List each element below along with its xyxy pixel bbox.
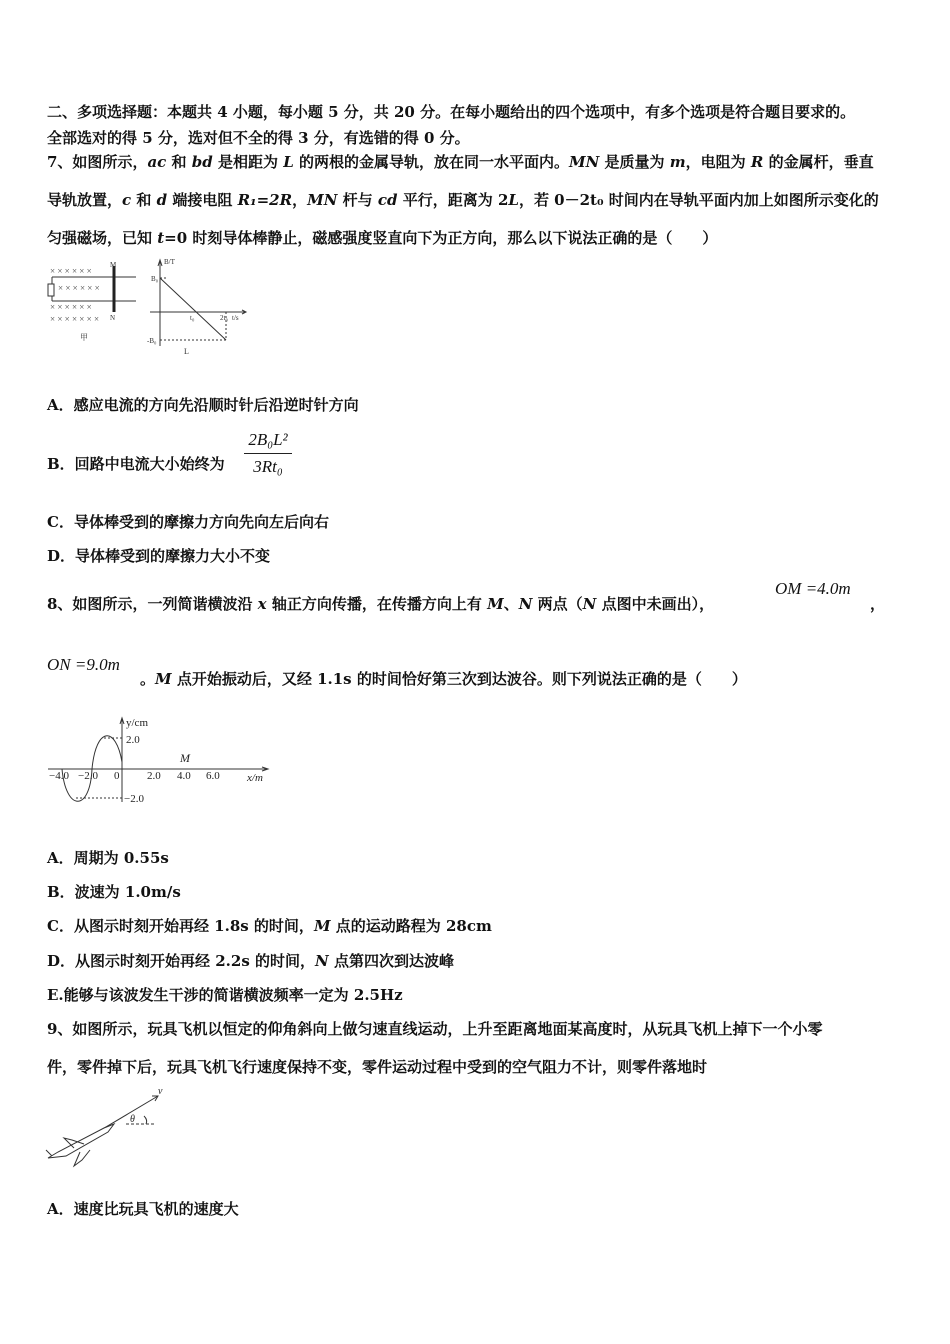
q7-option-b-numerator: 2B₀L² <box>248 430 288 449</box>
svg-text:× × × × × ×: × × × × × × <box>50 266 92 276</box>
q8-on-expression: ON =9.0m <box>47 655 120 674</box>
q8-option-d: D．从图示时刻开始再经 2.2s 的时间，N 点第四次到达波峰 <box>47 952 454 970</box>
q8-fig-p4: 4.0 <box>177 770 191 782</box>
q7-fig-label-N: N <box>110 314 116 322</box>
section-heading-line2: 全部选对的得 5 分，选对但不全的得 3 分，有选错的得 0 分。 <box>47 129 470 147</box>
q9-option-a: A．速度比玩具飞机的速度大 <box>47 1200 239 1218</box>
q8-fig-ylab: y/cm <box>126 717 148 729</box>
q8-fig-xlab: x/m <box>247 772 263 784</box>
q8-option-b: B．波速为 1.0m/s <box>47 883 181 901</box>
svg-text:× × × × × ×: × × × × × × <box>58 283 100 293</box>
q7-option-c: C．导体棒受到的摩擦力方向先向左后向右 <box>47 513 329 531</box>
q8-option-a: A．周期为 0.55s <box>47 849 169 867</box>
q8-fig-o: 0 <box>114 770 120 782</box>
q9-fig-v: v <box>158 1086 163 1097</box>
q8-fig-m4: −4.0 <box>49 770 69 782</box>
q7-stem-line1: 7、如图所示，ac 和 bd 是相距为 L 的两根的金属导轨，放在同一水平面内。MN 是质量为 m，电阻为 R 的金属杆，垂直 <box>47 153 874 171</box>
q9-fig-theta: θ <box>130 1114 135 1125</box>
q9-stem-line1: 9、如图所示，玩具飞机以恒定的仰角斜向上做匀速直线运动，上升至距离地面某高度时，从玩具飞机上掉下一个小零 <box>47 1020 823 1038</box>
svg-text:× × × × × ×: × × × × × × <box>50 302 92 312</box>
q8-om-comma: ， <box>870 595 886 613</box>
q8-fig-m2: −2.0 <box>78 770 98 782</box>
q8-fig-p2: 2.0 <box>147 770 161 782</box>
q7-bt-axis-y: B/T <box>164 258 175 266</box>
section-heading-line1: 二、多项选择题：本题共 4 小题，每小题 5 分，共 20 分。在每小题给出的四个选项中，有多个选项是符合题目要求的。 <box>47 103 856 121</box>
q7-bt-L: L <box>184 347 189 356</box>
q8-fig-p6: 6.0 <box>206 770 220 782</box>
q8-stem-line1: 8、如图所示，一列简谐横波沿 x 轴正方向传播，在传播方向上有 M、N 两点（N 点图中未画出）， <box>47 595 715 613</box>
q7-option-a: A．感应电流的方向先沿顺时针后沿逆时针方向 <box>47 396 359 414</box>
q7-figure-rails <box>44 260 140 344</box>
q8-fig-yn: −2.0 <box>124 793 144 805</box>
q8-om-expression: OM =4.0m <box>775 579 851 598</box>
q7-fig-label-jia: 甲 <box>80 333 88 342</box>
q8-option-c: C．从图示时刻开始再经 1.8s 的时间，M 点的运动路程为 28cm <box>47 917 492 935</box>
q8-option-e: E.能够与该波发生干涉的简谐横波频率一定为 2.5Hz <box>47 986 403 1004</box>
q7-figure-bt-graph <box>146 256 250 356</box>
q7-bt-axis-x: t/s <box>232 314 239 322</box>
q7-bt-t0: t₀ <box>190 314 195 322</box>
q7-stem-line2: 导轨放置，c 和 d 端接电阻 R₁=2R，MN 杆与 cd 平行，距离为 2L，若 0－2t₀ 时间内在导轨平面内加上如图所示变化的 <box>47 191 879 209</box>
q9-figure-airplane <box>44 1086 164 1172</box>
q7-option-d: D．导体棒受到的摩擦力大小不变 <box>47 547 271 565</box>
q7-option-b-denominator: 3Rt₀ <box>253 457 283 476</box>
q8-fig-M: M <box>180 751 190 765</box>
q8-figure-wave <box>46 712 276 812</box>
q7-bt-b0: B₀ <box>151 275 159 283</box>
q7-bt-neg-b0: -B₀ <box>147 337 157 345</box>
q7-stem-line3: 匀强磁场，已知 t=0 时刻导体棒静止，磁感强度竖直向下为正方向，那么以下说法正确的是（ ） <box>47 229 718 247</box>
q7-option-b-fraction <box>244 430 292 477</box>
q7-bt-2t0: 2t₀ <box>220 314 228 322</box>
q7-fig-label-M: M <box>110 261 117 269</box>
q8-fig-yp: 2.0 <box>126 734 140 746</box>
q7-option-b: B．回路中电流大小始终为 <box>47 455 225 473</box>
svg-text:× × × × × × ×: × × × × × × × <box>50 314 100 324</box>
q8-stem-line2: 。M 点开始振动后，又经 1.1s 的时间恰好第三次到达波谷。则下列说法正确的是（ ） <box>140 670 747 688</box>
q9-stem-line2: 件，零件掉下后，玩具飞机飞行速度保持不变，零件运动过程中受到的空气阻力不计，则零件落地时 <box>47 1058 708 1076</box>
